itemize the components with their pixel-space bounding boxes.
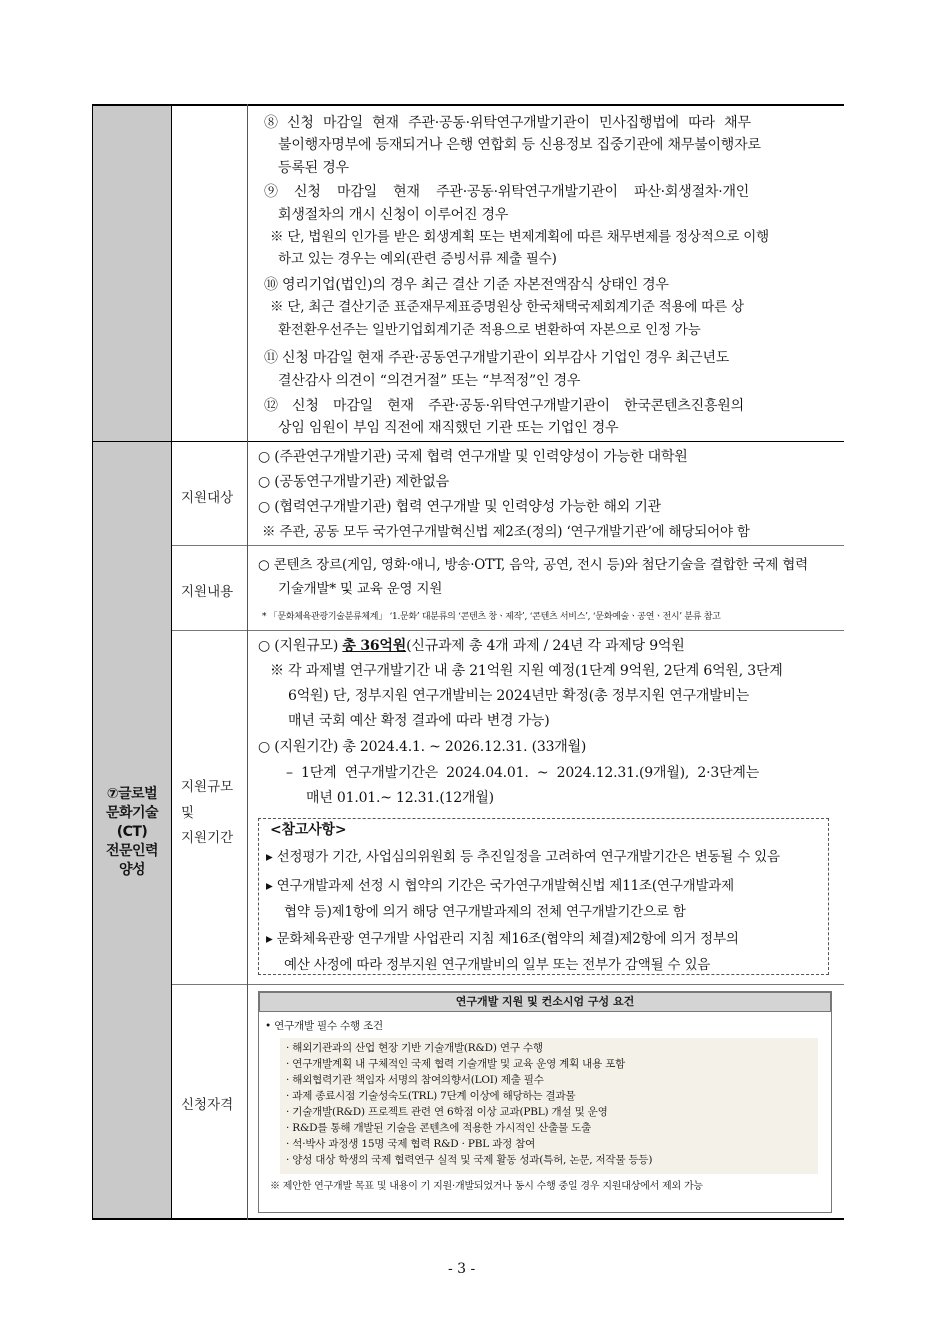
item-11-line-2: 결산감사 의견이 “의견거절” 또는 “부적정”인 경우 [278,373,581,389]
item-8-line-2: 불이행자명부에 등재되거나 은행 연합회 등 신용정보 집중기관에 채무불이행자로 [278,137,761,153]
item-12-line-2: 상임 임원이 부임 직전에 재직했던 기관 또는 기업인 경우 [278,420,619,436]
row-divider-content [171,630,844,631]
target-line-3: ○ (협력연구개발기관) 협력 연구개발 및 인력양성 가능한 해외 기관 [258,499,661,515]
scale-label-1: 지원규모 [181,779,234,795]
item-9-line-2: 회생절차의 개시 신청이 이루어진 경우 [278,207,509,223]
period-line-1: ○ (지원기간) 총 2024.4.1. ~ 2026.12.31. (33개월) [258,739,587,755]
period-line-2: – 1단계 연구개발기간은 2024.04.01. ~ 2024.12.31.(9개월), 2·3단계는 [286,765,760,781]
item-8-line-1: ⑧ 신청 마감일 현재 주관·공동·위탁연구개발기관이 민사집행법에 따라 채무 [264,115,751,131]
eligibility-note: ※ 제안한 연구개발 목표 및 내용이 기 지원·개발되었거나 동시 수행 중일 경우 지원대상에서 제외 가능 [270,1181,703,1192]
scale-note-3: 매년 국회 예산 확정 결과에 따라 변경 가능) [288,713,550,729]
item-8-line-3: 등록된 경우 [278,160,349,176]
item-11-line-1: ⑪ 신청 마감일 현재 주관·공동연구개발기관이 외부감사 기업인 경우 최근년도 [264,350,730,366]
content-line-1: ○ 콘텐츠 장르(게임, 영화·애니, 방송·OTT, 음악, 공연, 전시 등)와 첨단기술을 결합한 국제 협력 [258,557,808,573]
section-divider [92,441,844,442]
target-note: ※ 주관, 공동 모두 국가연구개발혁신법 제2조(정의) ‘연구개발기관’에 해당되어야 함 [262,524,750,540]
content-line-2: 기술개발* 및 교육 운영 지원 [278,581,443,597]
requirement-item-2: · 연구개발계획 내 구체적인 국제 협력 기술개발 및 교육 운영 계획 내용 포함 [286,1058,626,1070]
reference-line-4: ▸ 문화체육관광 연구개발 사업관리 지침 제16조(협약의 체결)제2항에 의거 정부의 [266,931,739,947]
item-9-note-line-2: 하고 있는 경우는 예외(관련 증빙서류 제출 필수) [278,251,557,267]
eligibility-label: 신청자격 [181,1097,234,1113]
row-divider-target [171,545,844,546]
scale-label-2: 및 [181,805,195,821]
target-label: 지원대상 [181,490,234,506]
category-column-border [171,104,172,1220]
reference-line-5: 예산 사정에 따라 정부지원 연구개발비의 일부 또는 전부가 감액될 수 있음 [284,957,711,973]
content-label: 지원내용 [181,584,234,600]
item-10-note-line-2: 환전환우선주는 일반기업회계기준 적용으로 변환하여 자본으로 인정 가능 [278,322,701,338]
reference-line-3: 협약 등)제1항에 의거 해당 연구개발과제의 전체 연구개발기간으로 함 [284,904,686,920]
requirements-bullet: • 연구개발 필수 수행 조건 [265,1020,383,1032]
reference-line-1: ▸ 선정평가 기간, 사업심의위원회 등 추진일정을 고려하여 연구개발기간은 변동될 수 있음 [266,849,780,865]
table-left-border [92,104,93,1220]
scale-line-1: ○ (지원규모) 총 36억원(신규과제 총 4개 과제 / 24년 각 과제당 9억원 [258,638,685,654]
requirement-item-4: · 과제 종료시점 기술성숙도(TRL) 7단계 이상에 해당하는 결과물 [286,1090,576,1102]
requirements-title: 연구개발 지원 및 컨소시엄 구성 요건 [259,992,831,1012]
scale-note-1: ※ 각 과제별 연구개발기간 내 총 21억원 지원 예정(1단계 9억원, 2단계 6억원, 3단계 [270,663,783,679]
reference-box [258,818,829,975]
requirement-item-3: · 해외협력기관 책임자 서명의 참여의향서(LOI) 제출 필수 [286,1074,544,1086]
requirement-item-6: · R&D를 통해 개발된 기술을 콘텐츠에 적용한 가시적인 산출물 도출 [286,1122,592,1134]
category-shade-top [93,106,171,442]
row-divider-scale [171,984,844,985]
requirement-item-8: · 양성 대상 학생의 국제 협력연구 실적 및 국제 활동 성과(특허, 논문, 저작물 등등) [286,1154,653,1166]
target-line-1: ○ (주관연구개발기관) 국제 협력 연구개발 및 인력양성이 가능한 대학원 [258,449,688,465]
scale-note-2: 6억원) 단, 정부지원 연구개발비는 2024년만 확정(총 정부지원 연구개발비는 [288,688,750,704]
page-number: - 3 - [448,1261,476,1277]
reference-line-2: ▸ 연구개발과제 선정 시 협약의 기간은 국가연구개발혁신법 제11조(연구개발과제 [266,878,734,894]
reference-title: <참고사항> [270,822,347,838]
table-bottom-border [92,1218,844,1220]
item-10-note-line-1: ※ 단, 최근 결산기준 표준재무제표증명원상 한국채택국제회계기준 적용에 따른 상 [270,299,744,315]
item-9-note-line-1: ※ 단, 법원의 인가를 받은 회생계획 또는 변제계획에 따른 채무변제를 정상적으로 이행 [270,229,769,245]
total-budget: 총 36억원 [342,638,407,654]
item-12-line-1: ⑫ 신청 마감일 현재 주관·공동·위탁연구개발기관이 한국콘텐츠진흥원의 [264,398,744,414]
requirement-item-5: · 기술개발(R&D) 프로젝트 관련 연 6학점 이상 교과(PBL) 개설 및 운영 [286,1106,608,1118]
item-9-line-1: ⑨ 신청 마감일 현재 주관·공동·위탁연구개발기관이 파산·회생절차·개인 [264,184,750,200]
period-line-3: 매년 01.01.~ 12.31.(12개월) [306,790,494,806]
scale-label-3: 지원기간 [181,830,234,846]
requirement-item-7: · 석·박사 과정생 15명 국제 협력 R&D · PBL 과정 참여 [286,1138,536,1150]
label-column-border [247,104,248,1220]
category-label: ⑦글로벌 문화기술 (CT) 전문인력 양성 [105,786,159,878]
item-10-line-1: ⑩ 영리기업(법인)의 경우 최근 결산 기준 자본전액잠식 상태인 경우 [264,277,669,293]
content-footnote: * 「문화체육관광기술분류체계」 ‘1.문화’ 대분류의 ‘콘텐츠 창ㆍ제작’, ‘콘텐츠 서비스’, ‘문화예술ㆍ공연ㆍ전시’ 분류 참고 [262,612,721,622]
table-top-border [92,104,844,106]
requirement-item-1: · 해외기관과의 산업 현장 기반 기술개발(R&D) 연구 수행 [286,1042,543,1054]
target-line-2: ○ (공동연구개발기관) 제한없음 [258,474,449,490]
